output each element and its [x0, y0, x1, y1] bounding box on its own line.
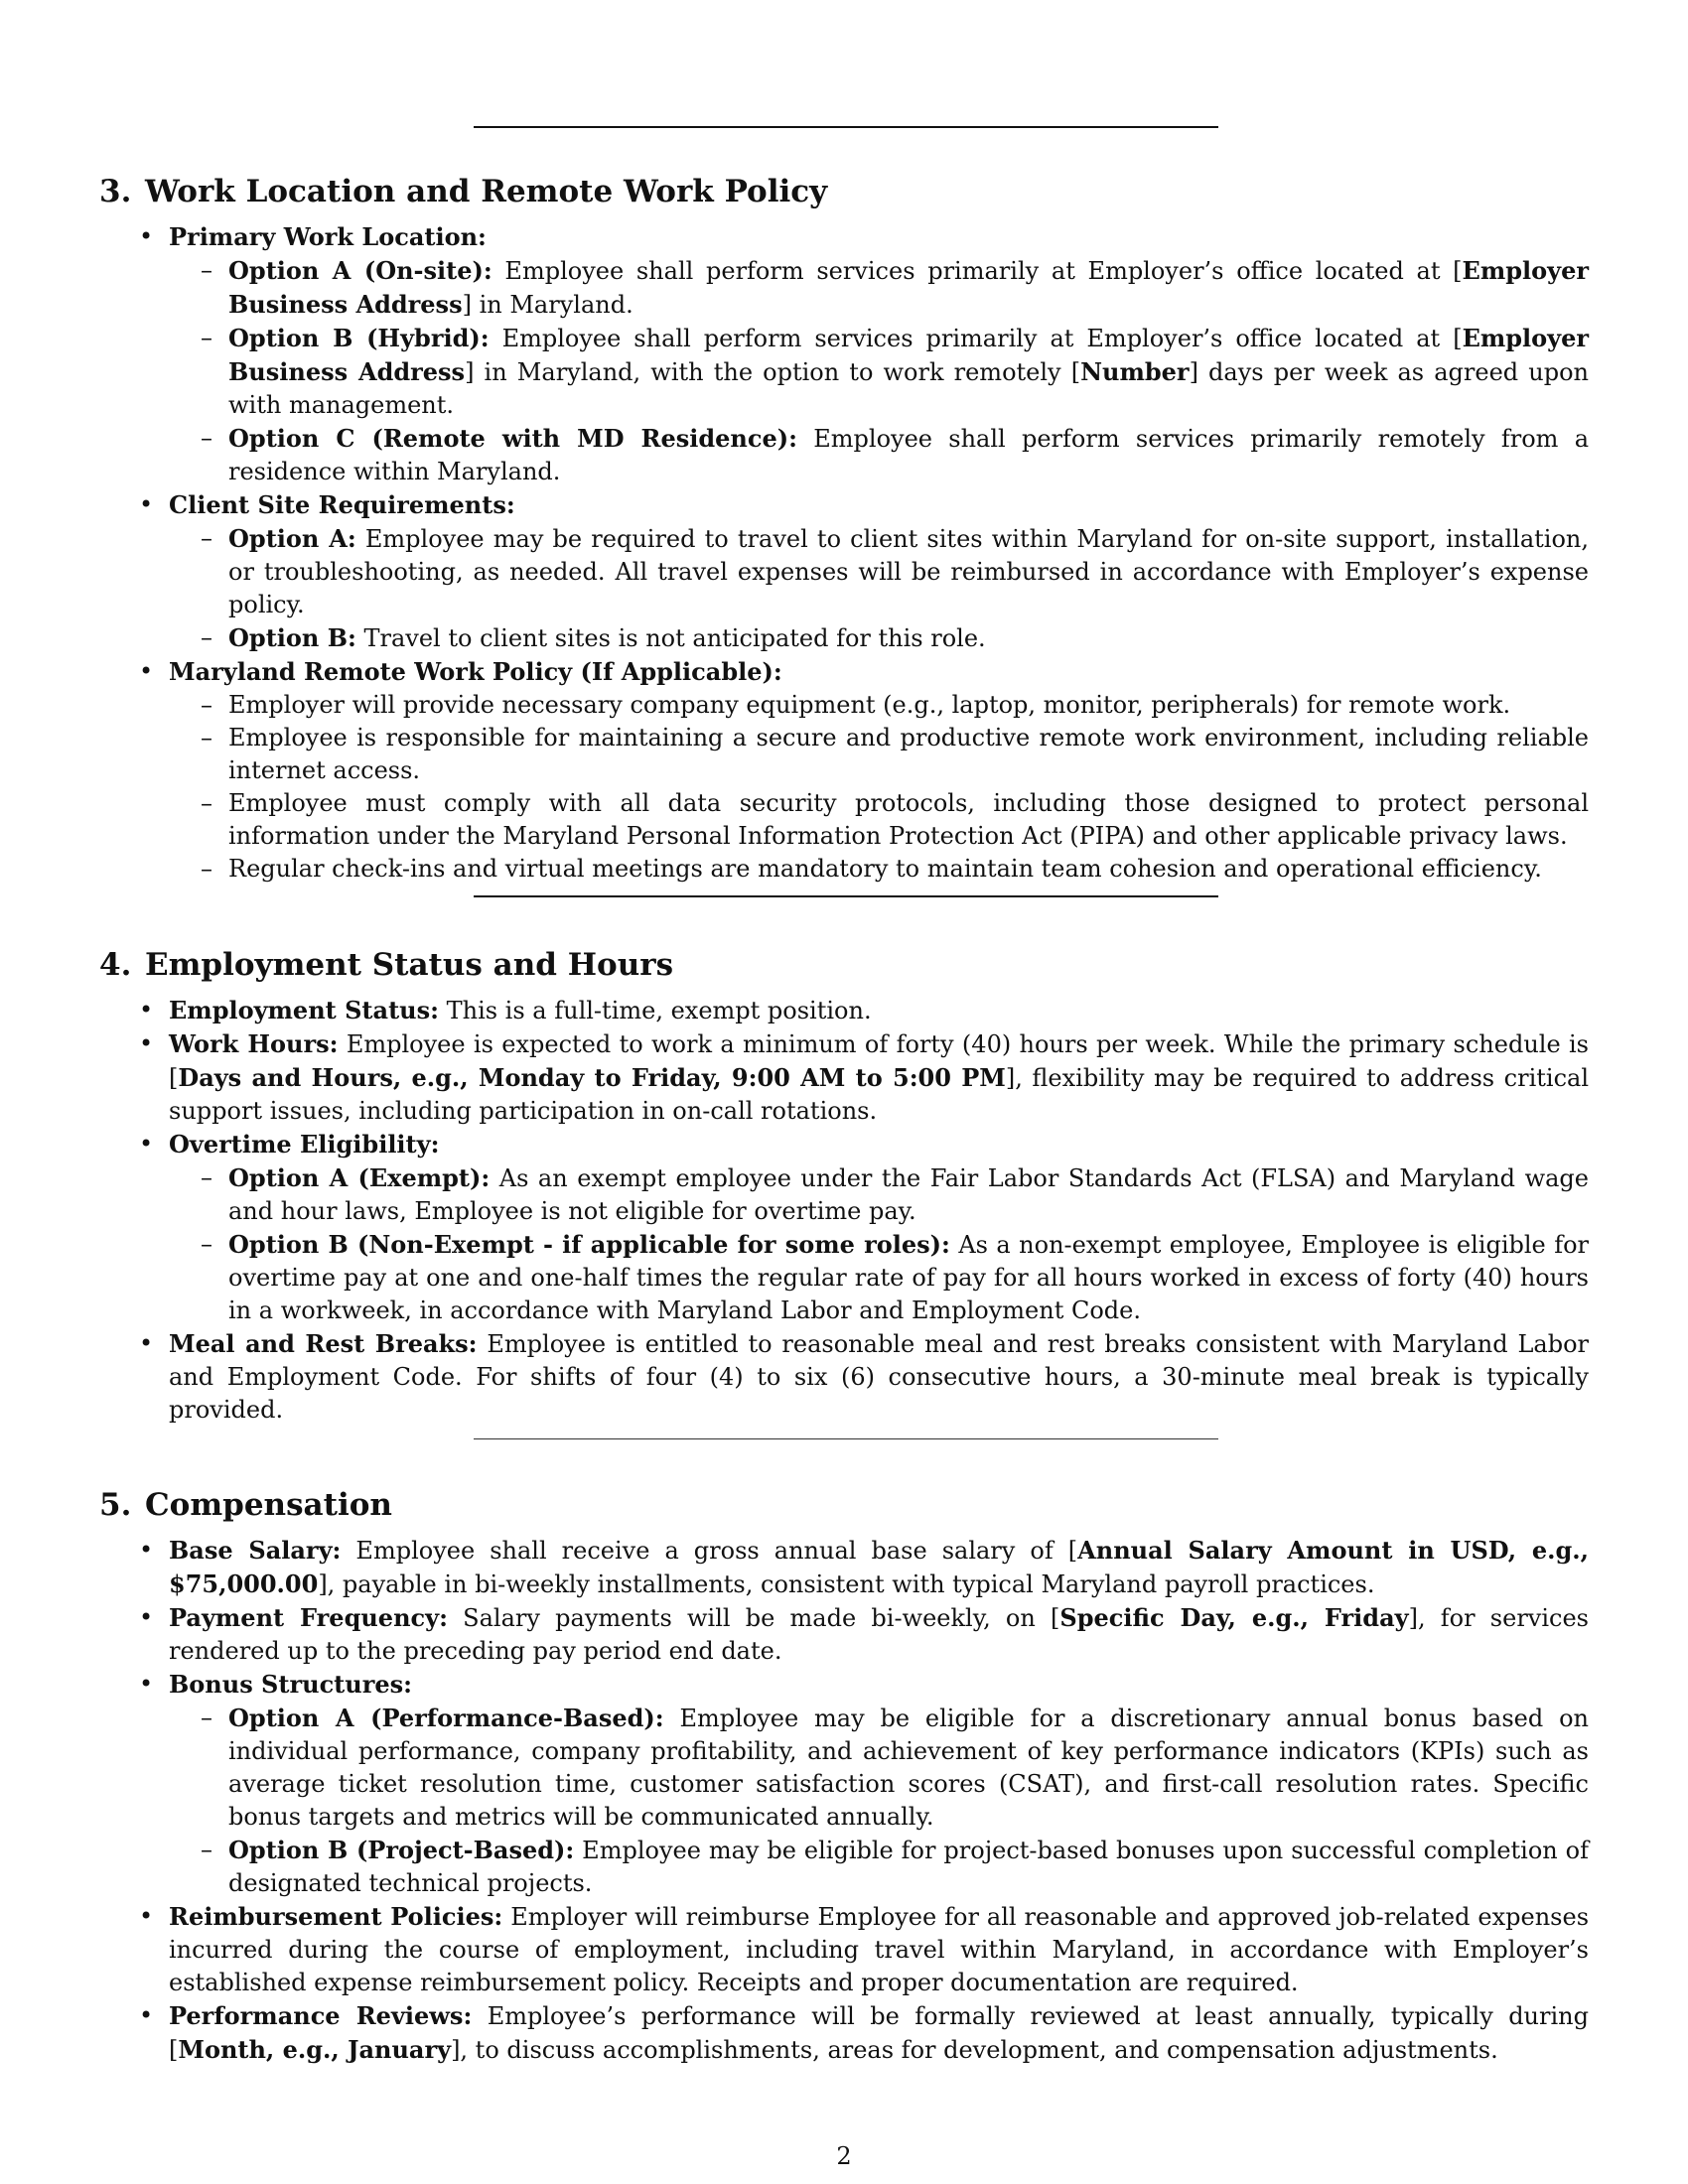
list-item: • Meal and Rest Breaks: Employee is entitled to reasonable meal and rest breaks consistent with Maryland Labor and Employment Code. For shifts of four (4) to six (6) consecutive hours, a 30-minute meal break is typically provided.	[139, 1329, 1589, 1424]
section-list	[99, 1534, 1589, 2067]
list-item: • Work Hours: Employee is expected to work a minimum of forty (40) hours per week. While the primary schedule is [Days and Hours, e.g., Monday to Friday, 9:00 AM to 5:00 PM], flexibility may be required to address critical support issues, including participation in on-call rotations.	[139, 1029, 1589, 1125]
dash-icon: –	[201, 855, 212, 883]
bullet-icon: •	[139, 1130, 154, 1158]
list-item: – Regular check-ins and virtual meetings are mandatory to maintain team cohesion and operational efficiency.	[169, 853, 1589, 886]
list-item: • Primary Work Location: – Option A (On-site): Employee shall perform services primarily at Employer’s office located at [Employer Business Address] in Maryland. – Option B (Hybrid): Employee shall perform services primarily at Employer’s office located at [Employer Business Address] in Maryland, with the option to work remotely [Number] days per week as agreed upon with management. – Option C (Remote with MD Residence): Employee shall perform services primarily remotely from a residence within Maryland.	[99, 220, 1589, 488]
section-3	[99, 172, 1589, 886]
section-divider	[474, 1438, 1218, 1439]
list-item: • Bonus Structures: – Option A (Performance-Based): Employee may be eligible for a discretionary annual bonus based on individual performance, company profitability, and achievement of key performance indicators (KPIs) such as average ticket resolution time, customer satisfaction scores (CSAT), and first-call resolution rates. Specific bonus targets and metrics will be communicated annually. – Option B (Project-Based): Employee may be eligible for project-based bonuses upon successful completion of designated technical projects.	[99, 1668, 1589, 1900]
bullet-icon: •	[139, 657, 154, 685]
list-item: • Reimbursement Policies: Employer will reimburse Employee for all reasonable and approved job-related expenses incurred during the course of employment, including travel within Maryland, in accordance with Employer’s established expense reimbursement policy. Receipts and proper documentation are required.	[139, 1902, 1590, 1996]
list-item: • Client Site Requirements: – Option A: Employee may be required to travel to client sites within Maryland for on-site support, installation, or troubleshooting, as needed. All travel expenses will be reimbursed in accordance with Employer’s expense policy. – Option B: Travel to client sites is not anticipated for this role.	[99, 488, 1589, 655]
dash-icon: –	[201, 789, 212, 817]
section-4	[99, 945, 1589, 1427]
list-item: – Option A (Exempt): As an exempt employee under the Fair Labor Standards Act (FLSA) and Maryland wage and hour laws, Employee is not eligible for overtime pay.	[201, 1163, 1589, 1225]
list-item: – Employee must comply with all data security protocols, including those designed to protect personal information under the Maryland Personal Information Protection Act (PIPA) and other applicable privacy laws.	[201, 789, 1589, 850]
list-item: – Option B (Non-Exempt - if applicable for some roles): As a non-exempt employee, Employee is eligible for overtime pay at one and one-half times the regular rate of pay for all hours worked in excess of forty (40) hours in a workweek, in accordance with Maryland Labor and Employment Code.	[201, 1230, 1589, 1324]
bullet-icon: •	[139, 1902, 154, 1930]
bullet-icon: •	[139, 490, 154, 518]
list-item: – Employee is responsible for maintaining a secure and productive remote work environment, including reliable internet access.	[201, 724, 1589, 784]
bullet-icon: •	[139, 222, 154, 250]
bullet-icon: •	[139, 1029, 154, 1057]
section-5	[99, 1485, 1589, 2067]
bullet-icon: •	[139, 1536, 154, 1564]
dash-icon: –	[201, 623, 212, 651]
list-item: – Option B (Hybrid): Employee shall perform services primarily at Employer’s office located at [Employer Business Address] in Maryland, with the option to work remotely [Number] days per week as agreed upon with management.	[201, 324, 1590, 419]
dash-icon: –	[201, 1836, 212, 1863]
list-item: – Employer will provide necessary company equipment (e.g., laptop, monitor, peripherals) for remote work.	[169, 689, 1589, 722]
dash-icon: –	[201, 691, 212, 719]
dash-icon: –	[201, 1230, 212, 1258]
bullet-icon: •	[139, 1603, 154, 1631]
section-heading: 4. Employment Status and Hours	[99, 947, 674, 983]
bullet-icon: •	[139, 996, 154, 1024]
list-item: • Payment Frequency: Salary payments will be made bi-weekly, on [Specific Day, e.g., Friday], for services rendered up to the preceding pay period end date.	[139, 1603, 1589, 1665]
dash-icon: –	[201, 256, 212, 284]
list-item: – Option B (Project-Based): Employee may be eligible for project-based bonuses upon successful completion of designated technical projects.	[201, 1836, 1590, 1897]
list-item: • Employment Status: This is a full-time, exempt position.	[139, 996, 872, 1024]
section-divider	[474, 895, 1218, 897]
top-divider	[474, 126, 1218, 128]
bullet-icon: •	[139, 1670, 154, 1698]
list-item: • Maryland Remote Work Policy (If Applicable): – Employer will provide necessary company equipment (e.g., laptop, monitor, peripherals) for remote work. – Employee is responsible for maintaining a secure and productive remote work environment, including reliable internet access. – Employee must comply with all data security protocols, including those designed to protect personal information under the Maryland Personal Information Protection Act (PIPA) and other applicable privacy laws. – Regular check-ins and virtual meetings are mandatory to maintain team cohesion and operational efficiency.	[99, 655, 1589, 886]
dash-icon: –	[201, 1163, 212, 1191]
list-item: • Performance Reviews: Employee’s performance will be formally reviewed at least annually, typically during [Month, e.g., January], to discuss accomplishments, areas for development, and compensation adjustments.	[139, 2001, 1589, 2064]
section-list	[99, 994, 1589, 1427]
list-item: – Option A (Performance-Based): Employee may be eligible for a discretionary annual bonus based on individual performance, company profitability, and achievement of key performance indicators (KPIs) such as average ticket resolution time, customer satisfaction scores (CSAT), and first-call resolution rates. Specific bonus targets and metrics will be communicated annually.	[201, 1704, 1590, 1831]
list-item: • Overtime Eligibility: – Option A (Exempt): As an exempt employee under the Fair Labor Standards Act (FLSA) and Maryland wage and hour laws, Employee is not eligible for overtime pay. – Option B (Non-Exempt - if applicable for some roles): As a non-exempt employee, Employee is eligible for overtime pay at one and one-half times the regular rate of pay for all hours worked in excess of forty (40) hours in a workweek, in accordance with Maryland Labor and Employment Code.	[99, 1128, 1589, 1327]
bullet-icon: •	[139, 1329, 154, 1357]
bullet-icon: •	[139, 2001, 154, 2029]
list-item: • Base Salary: Employee shall receive a gross annual base salary of [Annual Salary Amount in USD, e.g., $75,000.00], payable in bi-weekly installments, consistent with typical Maryland payroll practices.	[139, 1536, 1589, 1598]
dash-icon: –	[201, 424, 212, 452]
list-item: – Option A: Employee may be required to travel to client sites within Maryland for on-site support, installation, or troubleshooting, as needed. All travel expenses will be reimbursed in accordance with Employer’s expense policy.	[201, 524, 1589, 618]
list-item: – Option A (On-site): Employee shall perform services primarily at Employer’s office located at [Employer Business Address] in Maryland.	[201, 256, 1589, 319]
dash-icon: –	[201, 724, 212, 751]
list-item: – Option C (Remote with MD Residence): Employee shall perform services primarily remotely from a residence within Maryland.	[201, 424, 1589, 485]
section-heading: 3. Work Location and Remote Work Policy	[99, 174, 828, 209]
dash-icon: –	[201, 524, 212, 552]
dash-icon: –	[201, 324, 212, 351]
list-item: – Option B: Travel to client sites is not anticipated for this role.	[201, 623, 986, 652]
dash-icon: –	[201, 1704, 212, 1731]
section-list	[99, 220, 1589, 886]
page-number: 2	[836, 2142, 852, 2170]
section-heading: 5. Compensation	[99, 1487, 392, 1523]
